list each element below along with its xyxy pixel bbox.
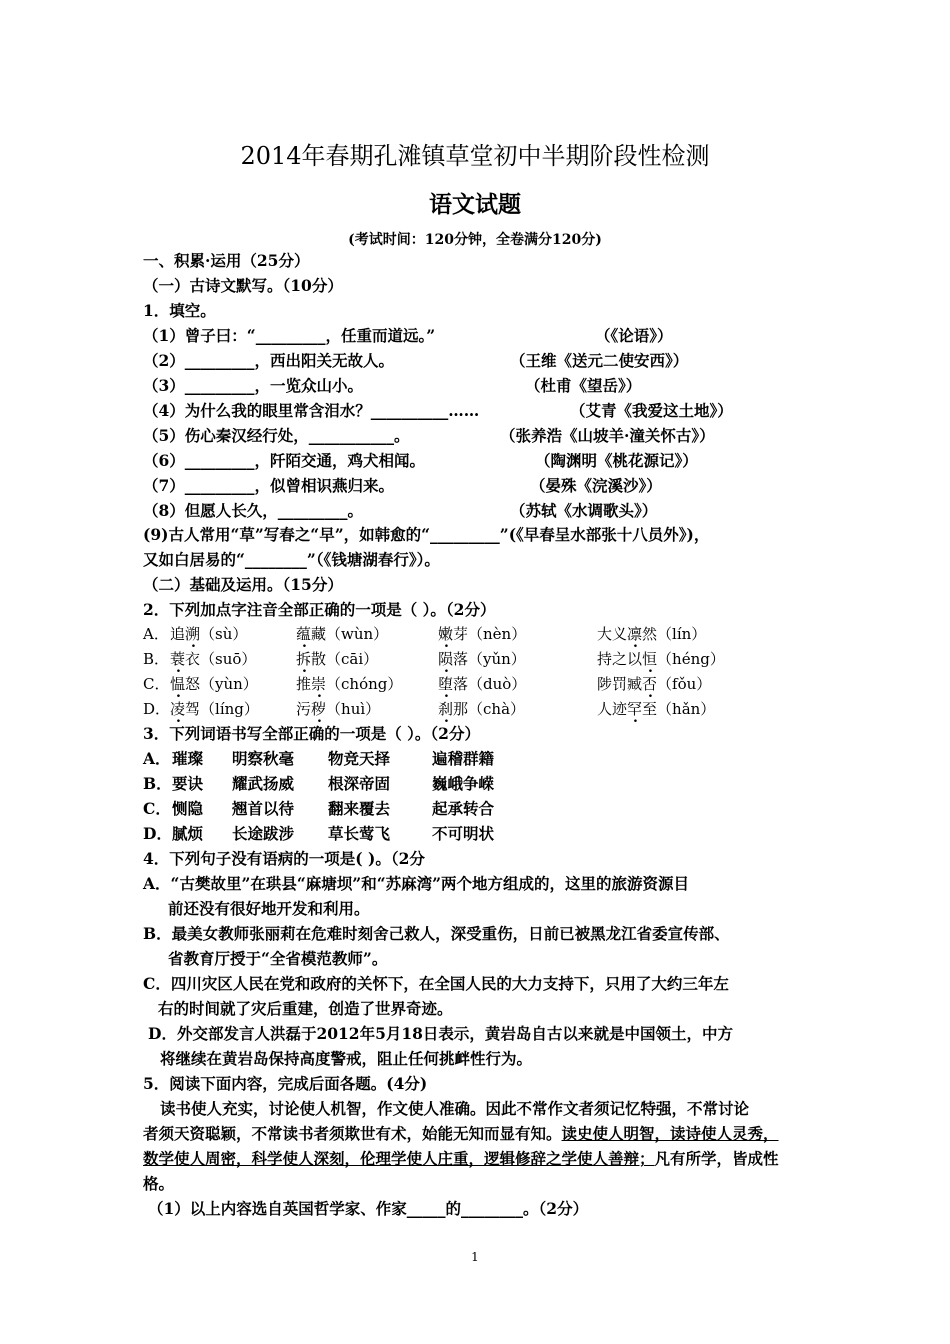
option-pinyin: 衣（suō） bbox=[185, 650, 257, 668]
part-heading: （一）古诗文默写。（10分） bbox=[143, 276, 343, 295]
option-pinyin: （chóng） bbox=[326, 675, 403, 693]
option-pinyin: 驾（líng） bbox=[185, 700, 259, 718]
dotted-character: 凛 bbox=[627, 625, 643, 643]
option-pinyin: （fǒu） bbox=[657, 675, 712, 693]
q1-item-text: （5）伤心秦汉经行处，___________。 bbox=[143, 426, 410, 445]
q1-item-text: （4）为什么我的眼里常含泪水？__________…… bbox=[143, 401, 480, 420]
q5-paragraph-line: 格。 bbox=[143, 1174, 175, 1193]
word-option: 恻隐 bbox=[172, 799, 204, 818]
word-option: 璀璨 bbox=[172, 749, 204, 768]
option-prefix: 追 bbox=[170, 625, 186, 643]
pinyin-option bbox=[597, 624, 706, 644]
q1-item-source: （苏轼《水调歌头》） bbox=[510, 501, 658, 520]
option-prefix: 污 bbox=[296, 700, 312, 718]
pinyin-option bbox=[296, 649, 378, 669]
option-pinyin: （sù） bbox=[200, 625, 248, 643]
word-option: 物竞天择 bbox=[328, 749, 391, 768]
option-pinyin: 那（chà） bbox=[453, 700, 526, 718]
word-option: 翘首以待 bbox=[232, 799, 295, 818]
pinyin-option bbox=[170, 699, 259, 719]
question-4: 4．下列句子没有语病的一项是( )。（2分 bbox=[143, 849, 425, 868]
option-pinyin: 芽（nèn） bbox=[453, 625, 527, 643]
word-option: 翻来覆去 bbox=[328, 799, 391, 818]
q1-item-source: （晏殊《浣溪沙》） bbox=[530, 476, 662, 495]
question-1: 1．填空。 bbox=[143, 301, 216, 320]
dotted-character: 恒 bbox=[642, 650, 658, 668]
option-pinyin: 然（lín） bbox=[642, 625, 707, 643]
exam-title: 2014年春期孔滩镇草堂初中半期阶段性检测 bbox=[240, 142, 710, 170]
pinyin-option bbox=[438, 674, 526, 694]
q4-line: B．最美女教师张丽莉在危难时刻舍己救人，深受重伤，日前已被黑龙江省委宣传部、 bbox=[143, 924, 730, 943]
q4-line: C．四川灾区人民在党和政府的关怀下，在全国人民的大力支持下，只用了大约三年左 bbox=[143, 974, 729, 993]
q1-item-source: （陶渊明《桃花源记》） bbox=[535, 451, 698, 470]
q5-paragraph-line bbox=[143, 1149, 779, 1169]
pinyin-option bbox=[170, 674, 258, 694]
q1-item-text: （6）_________，阡陌交通，鸡犬相闻。 bbox=[143, 451, 426, 470]
q1-item-text: （3）_________，一览众山小。 bbox=[143, 376, 364, 395]
option-prefix: 推 bbox=[296, 675, 312, 693]
option-label: C． bbox=[143, 675, 170, 693]
question-3: 3．下列词语书写全部正确的一项是（ ）。（2分） bbox=[143, 724, 480, 743]
pinyin-option bbox=[597, 649, 725, 669]
dotted-character: 堕 bbox=[438, 675, 454, 693]
pinyin-option bbox=[170, 624, 247, 644]
word-option: 要诀 bbox=[172, 774, 204, 793]
question-5: 5．阅读下面内容，完成后面各题。(4分) bbox=[143, 1074, 428, 1093]
option-label: B． bbox=[143, 650, 170, 668]
page-number: 1 bbox=[471, 1250, 479, 1264]
pinyin-option bbox=[438, 699, 525, 719]
q5-subquestion: （1）以上内容选自英国哲学家、作家_____的________。（2分） bbox=[148, 1199, 589, 1218]
option-label: D． bbox=[143, 700, 171, 718]
pinyin-option bbox=[296, 624, 388, 644]
dotted-character: 刹 bbox=[438, 700, 454, 718]
word-option: 起承转合 bbox=[432, 799, 495, 818]
q4-line: 前还没有很好地开发和利用。 bbox=[168, 899, 370, 918]
dotted-character: 蕴 bbox=[296, 625, 312, 643]
dotted-character: 愠 bbox=[170, 675, 186, 693]
q4-line: 省教育厅授于“全省模范教师”。 bbox=[168, 949, 388, 968]
q1-item-source: （张养浩《山坡羊·潼关怀古》） bbox=[500, 426, 715, 445]
option-prefix: 大义 bbox=[597, 625, 628, 643]
q4-line: D．外交部发言人洪磊于2012年5月18日表示，黄岩岛自古以来就是中国领土，中方 bbox=[148, 1024, 733, 1043]
dotted-character: 嫩 bbox=[438, 625, 454, 643]
q5-text: 者须天资聪颖，不常读书者须欺世有术，始能无知而显有知。 bbox=[143, 1124, 562, 1143]
dotted-character: 陨 bbox=[438, 650, 454, 668]
q4-line: A．“古樊故里”在珙县“麻塘坝”和“苏麻湾”两个地方组成的，这里的旅游资源目 bbox=[143, 874, 690, 893]
pinyin-option bbox=[597, 699, 715, 719]
option-pinyin: 怒（yùn） bbox=[185, 675, 258, 693]
option-prefix: 持之以 bbox=[597, 650, 643, 668]
part-heading: （二）基础及运用。（15分） bbox=[143, 575, 343, 594]
word-option: 明察秋毫 bbox=[232, 749, 295, 768]
dotted-character: 秽 bbox=[311, 700, 327, 718]
pinyin-option bbox=[170, 649, 256, 669]
dotted-character: 溯 bbox=[185, 625, 201, 643]
exam-subtitle: 语文试题 bbox=[429, 191, 521, 218]
q4-line: 右的时间就了灾后重建，创造了世界奇迹。 bbox=[158, 999, 453, 1018]
q1-item-text: （2）_________，西出阳关无故人。 bbox=[143, 351, 395, 370]
option-label: A． bbox=[143, 749, 171, 768]
dotted-character: 蓑 bbox=[170, 650, 186, 668]
option-prefix: 陟罚臧 bbox=[597, 675, 643, 693]
pinyin-option bbox=[438, 649, 526, 669]
word-option: 长途跋涉 bbox=[232, 824, 295, 843]
q1-9-line2: 又如白居易的“________”（《钱塘湖春行》）。 bbox=[143, 550, 440, 569]
q5-paragraph-line bbox=[143, 1124, 779, 1144]
word-option: 草长莺飞 bbox=[328, 824, 391, 843]
dotted-character: 罕 bbox=[627, 700, 643, 718]
word-option: 腻烦 bbox=[172, 824, 204, 843]
q1-9-line1: (9)古人常用“草”写春之“早”，如韩愈的“_________”(《早春呈水部张十八员外》)， bbox=[143, 525, 710, 544]
option-pinyin: 落（duò） bbox=[453, 675, 527, 693]
pinyin-option bbox=[296, 674, 402, 694]
word-option: 耀武扬威 bbox=[232, 774, 295, 793]
q1-item-source: （艾青《我爱这土地》） bbox=[570, 401, 733, 420]
q1-item-source: （《论语》） bbox=[595, 326, 673, 345]
pinyin-option bbox=[438, 624, 526, 644]
dotted-character: 凌 bbox=[170, 700, 186, 718]
q5-underlined-text: 读史使人明智，读诗使人灵秀， bbox=[561, 1124, 779, 1143]
section-heading: 一、积累·运用（25分） bbox=[143, 251, 310, 270]
option-label: B． bbox=[143, 774, 172, 793]
dotted-character: 否 bbox=[642, 675, 658, 693]
word-option: 遍稽群籍 bbox=[432, 749, 495, 768]
option-label: A． bbox=[143, 625, 169, 643]
q5-paragraph-line: 读书使人充实，讨论使人机智，作文使人准确。因此不常作文者须记忆特强，不常讨论 bbox=[160, 1099, 750, 1118]
option-pinyin: （huì） bbox=[326, 700, 381, 718]
q1-item-text: （7）_________，似曾相识燕归来。 bbox=[143, 476, 395, 495]
q5-underlined-text: 数学使人周密，科学使人深刻，伦理学使人庄重，逻辑修辞之学使人善辩； bbox=[143, 1149, 655, 1168]
word-option: 不可明状 bbox=[432, 824, 495, 843]
q1-item-source: （王维《送元二使安西》） bbox=[510, 351, 689, 370]
word-option: 根深帝固 bbox=[328, 774, 391, 793]
option-pinyin: 至（hǎn） bbox=[642, 700, 716, 718]
q4-line: 将继续在黄岩岛保持高度警戒，阻止任何挑衅性行为。 bbox=[160, 1049, 533, 1068]
q1-item-source: （杜甫《望岳》） bbox=[525, 376, 642, 395]
option-label: C． bbox=[143, 799, 171, 818]
q1-item-text: （8）但愿人长久，_________。 bbox=[143, 501, 364, 520]
option-pinyin: 落（yǔn） bbox=[453, 650, 526, 668]
question-2: 2．下列加点字注音全部正确的一项是（ ）。（2分） bbox=[143, 600, 496, 619]
option-label: D． bbox=[143, 824, 172, 843]
q5-text: 凡有所学，皆成性 bbox=[654, 1149, 779, 1168]
dotted-character: 崇 bbox=[311, 675, 327, 693]
pinyin-option bbox=[597, 674, 711, 694]
option-pinyin: （héng） bbox=[657, 650, 725, 668]
q1-item-text: （1）曾子曰：“_________，任重而道远。” bbox=[143, 326, 436, 345]
pinyin-option bbox=[296, 699, 380, 719]
word-option: 巍峨争嵘 bbox=[432, 774, 495, 793]
dotted-character: 拆 bbox=[296, 650, 312, 668]
option-prefix: 人迹 bbox=[597, 700, 628, 718]
option-pinyin: 藏（wùn） bbox=[311, 625, 389, 643]
exam-info: (考试时间：120分钟，全卷满分120分) bbox=[348, 232, 602, 248]
option-pinyin: 散（cāi） bbox=[311, 650, 379, 668]
